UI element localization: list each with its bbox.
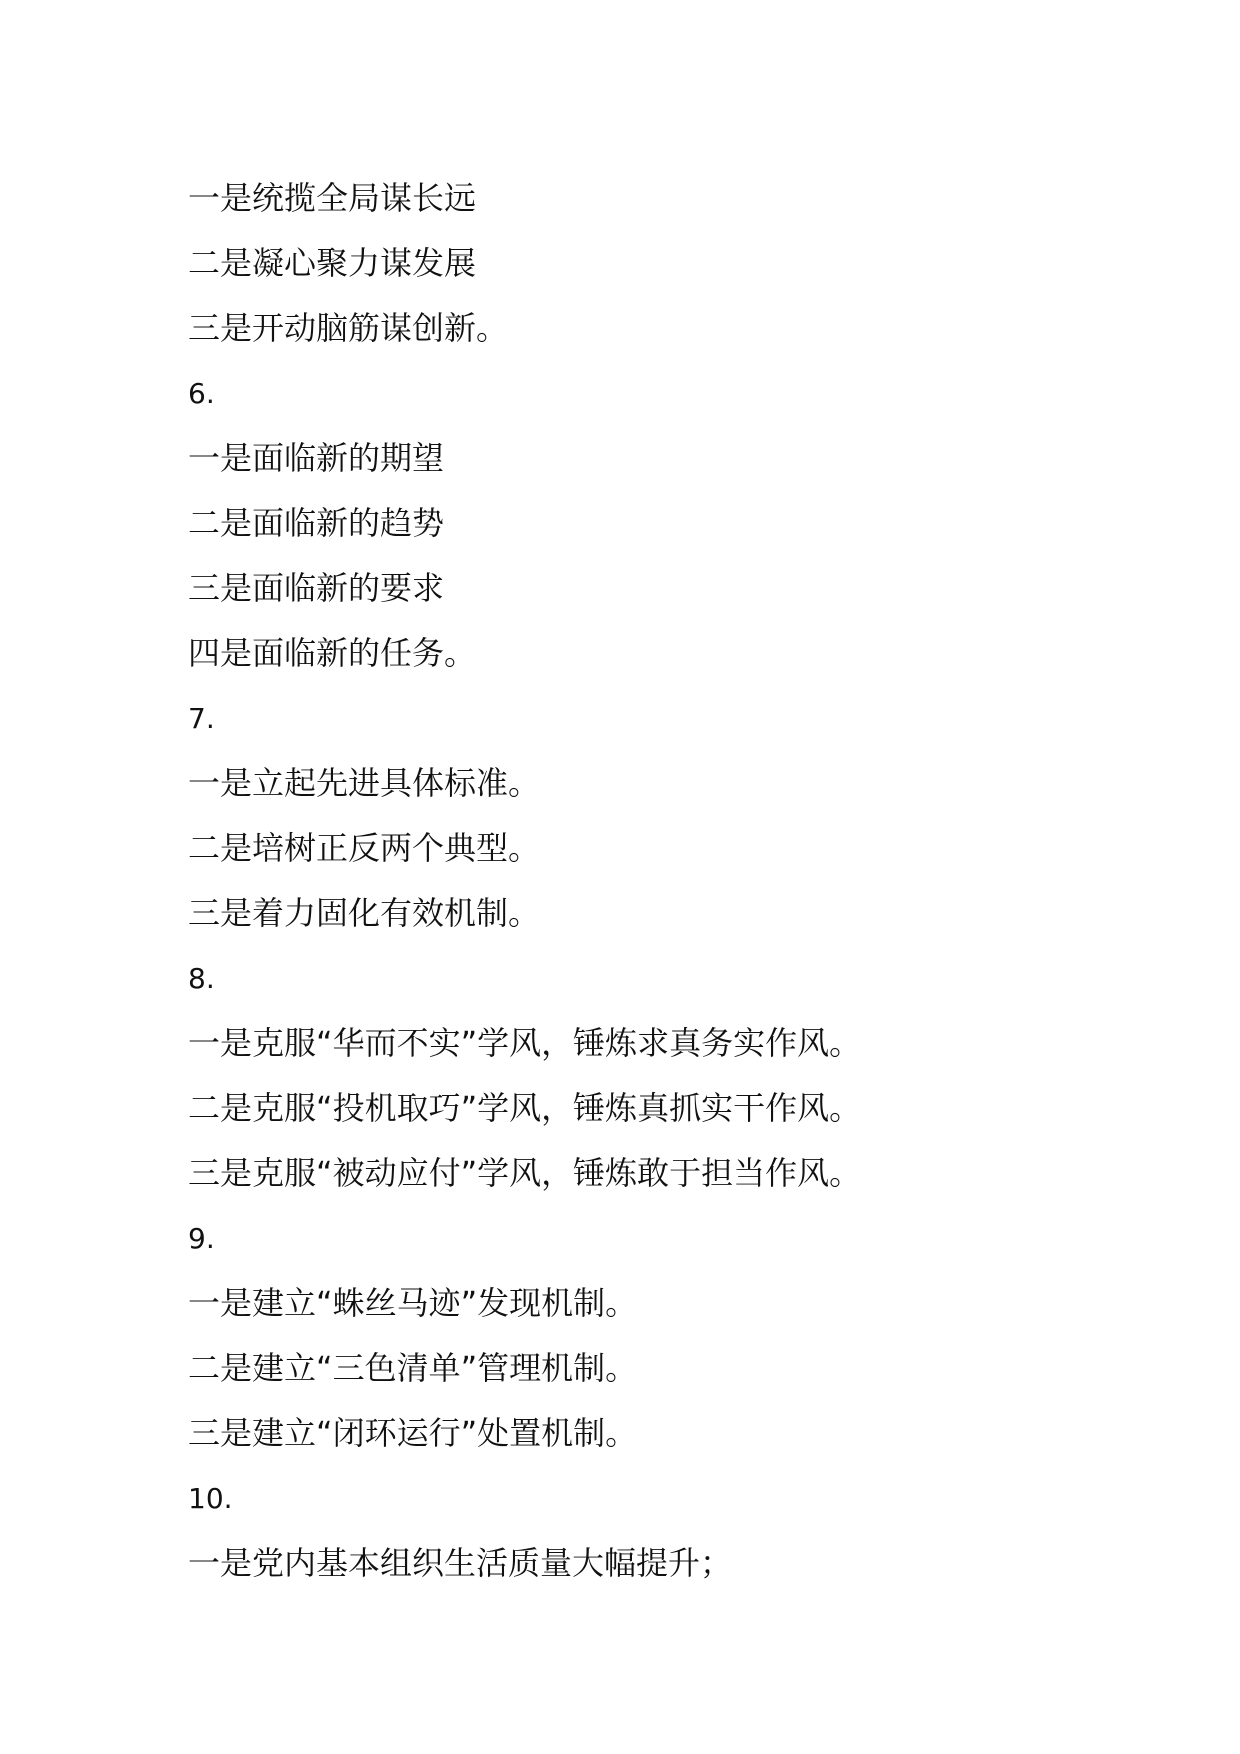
section-number: 9. — [188, 1222, 215, 1255]
section-number: 8. — [188, 962, 215, 995]
text-line: 四是面临新的任务。 — [188, 634, 477, 672]
text-line: 一是党内基本组织生活质量大幅提升； — [188, 1544, 733, 1582]
document-body — [188, 166, 1168, 1596]
text-line: 一是建立“蛛丝马迹”发现机制。 — [188, 1284, 638, 1322]
text-line: 二是克服“投机取巧”学风，锤炼真抓实干作风。 — [188, 1089, 862, 1127]
text-line: 三是开动脑筋谋创新。 — [188, 309, 509, 347]
text-line: 一是克服“华而不实”学风，锤炼求真务实作风。 — [188, 1024, 862, 1062]
section-number: 10. — [188, 1482, 233, 1515]
section-number: 6. — [188, 377, 215, 410]
section-number: 7. — [188, 702, 215, 735]
text-line: 三是建立“闭环运行”处置机制。 — [188, 1414, 638, 1452]
text-line: 三是面临新的要求 — [188, 569, 445, 607]
text-line: 二是面临新的趋势 — [188, 504, 445, 542]
text-line: 三是克服“被动应付”学风，锤炼敢于担当作风。 — [188, 1154, 862, 1192]
text-line: 三是着力固化有效机制。 — [188, 894, 541, 932]
text-line: 一是统揽全局谋长远 — [188, 179, 477, 217]
text-line: 二是凝心聚力谋发展 — [188, 244, 477, 282]
text-line: 二是建立“三色清单”管理机制。 — [188, 1349, 638, 1387]
text-line: 一是立起先进具体标准。 — [188, 764, 541, 802]
text-line: 一是面临新的期望 — [188, 439, 445, 477]
text-line: 二是培树正反两个典型。 — [188, 829, 541, 867]
